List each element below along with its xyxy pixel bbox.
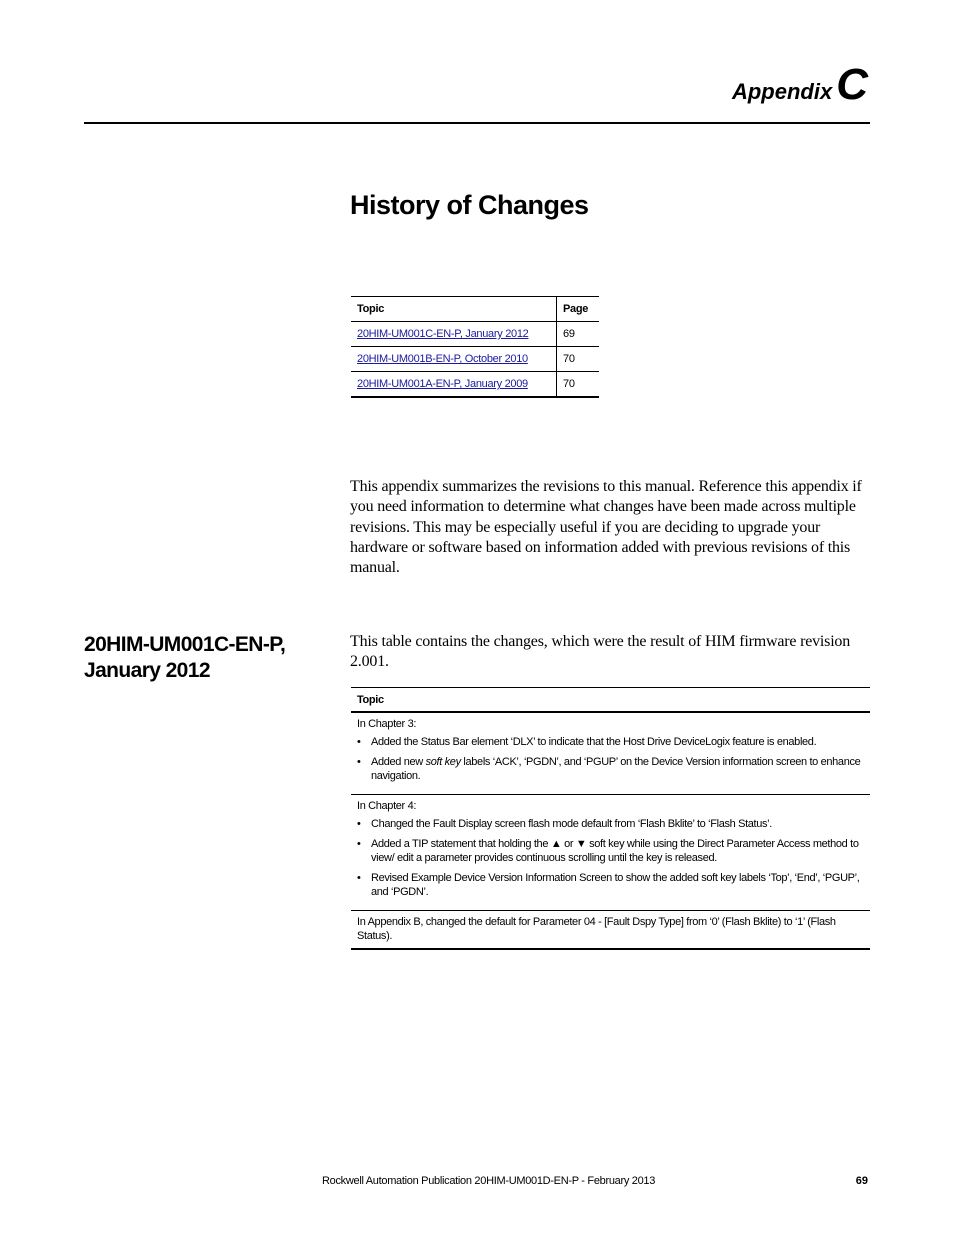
list-item: • Revised Example Device Version Information Screen to show the added soft key labels ‘Top’, ‘End’, ‘PGUP’, and ‘PGDN’.	[371, 871, 864, 899]
intro-paragraph: This appendix summarizes the revisions to this manual. Reference this appendix if you need information to determine what changes have been made across multiple revisions. This may be especially useful if you are deciding to upgrade your hardware or software based on information added with previous revisions of this manual.	[350, 478, 862, 577]
page-title: History of Changes	[350, 190, 589, 221]
toc-row	[351, 347, 599, 372]
toc-row	[351, 322, 599, 347]
header-rule	[84, 122, 870, 124]
list-item: • Added the Status Bar element ‘DLX’ to indicate that the Host Drive DeviceLogix feature is enabled.	[371, 735, 864, 749]
toc-link[interactable]: 20HIM-UM001B-EN-P, October 2010	[357, 353, 528, 365]
toc-link[interactable]: 20HIM-UM001A-EN-P, January 2009	[357, 378, 528, 390]
toc-page: 69	[557, 322, 600, 347]
changes-row-chapter3	[351, 712, 870, 795]
toc-link[interactable]: 20HIM-UM001C-EN-P, January 2012	[357, 328, 529, 340]
appendix-word: Appendix	[731, 79, 833, 104]
appendixb-change: In Appendix B, changed the default for Parameter 04 - [Fault Dspy Type] from ‘0’ (Flash Bklite) to ‘1’ (Flash Status).	[351, 911, 870, 950]
toc-table	[351, 296, 599, 398]
section-heading-line1: 20HIM-UM001C-EN-P,	[84, 633, 286, 656]
changes-header: Topic	[351, 688, 870, 713]
section-heading-line2: January 2012	[84, 659, 210, 682]
toc-page: 70	[557, 347, 600, 372]
toc-header-topic: Topic	[351, 297, 557, 322]
section-heading	[84, 632, 285, 684]
toc-header-row	[351, 297, 599, 322]
list-item: • Changed the Fault Display screen flash mode default from ‘Flash Bklite’ to ‘Flash Status’.	[371, 817, 864, 831]
appendix-heading	[732, 60, 868, 110]
chapter3-label: In Chapter 3:	[357, 718, 417, 730]
up-arrow-icon: ▲	[550, 838, 562, 850]
appendix-letter: C	[836, 60, 868, 109]
list-item: • Added new soft key labels ‘ACK’, ‘PGDN’, and ‘PGUP’ on the Device Version information screen to enhance navigation.	[371, 755, 864, 783]
changes-row-appendixb	[351, 911, 870, 950]
section-intro: This table contains the changes, which were the result of HIM firmware revision 2.001.	[350, 633, 851, 671]
page-number: 69	[855, 1175, 868, 1187]
chapter4-label: In Chapter 4:	[357, 800, 417, 812]
soft-key-term: soft key	[425, 756, 461, 768]
footer-publication: Rockwell Automation Publication 20HIM-UM001D-EN-P - February 2013	[322, 1175, 656, 1187]
changes-row-chapter4	[351, 795, 870, 911]
down-arrow-icon: ▼	[575, 838, 587, 850]
list-item: • Added a TIP statement that holding the ▲ or ▼ soft key while using the Direct Parameter Access method to view/ edit a parameter provides continuous scrolling until the key is released.	[371, 837, 864, 865]
toc-row	[351, 372, 599, 398]
toc-header-page: Page	[557, 297, 600, 322]
changes-table	[351, 687, 870, 950]
toc-page: 70	[557, 372, 600, 398]
